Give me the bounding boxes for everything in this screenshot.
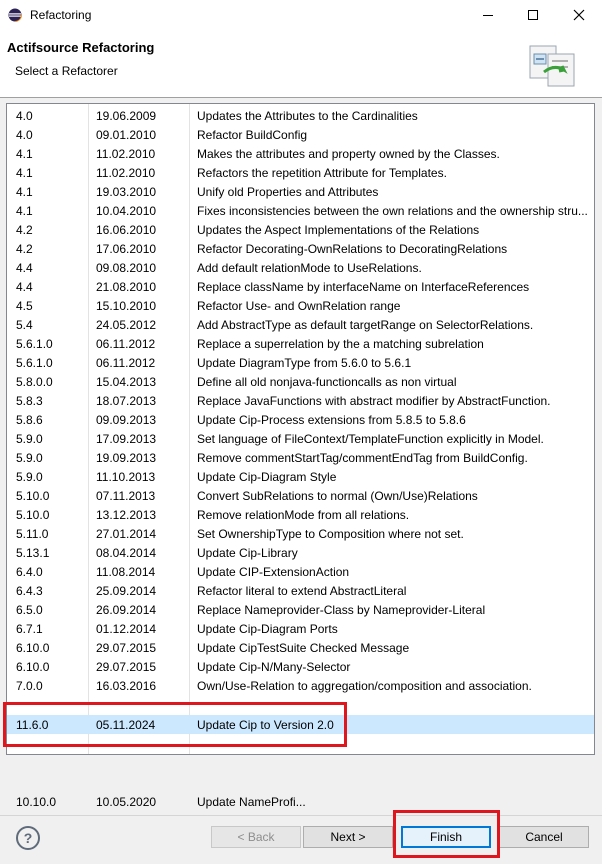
date-cell: 16.03.2016 <box>96 679 157 693</box>
version-cell: 5.8.6 <box>16 413 43 427</box>
table-row[interactable] <box>7 524 594 543</box>
version-cell: 5.9.0 <box>16 470 43 484</box>
date-cell: 21.08.2010 <box>96 280 157 294</box>
version-cell: 5.10.0 <box>16 508 50 522</box>
version-cell: 11.6.0 <box>16 718 49 732</box>
title-bar <box>0 0 602 30</box>
description-cell: Remove relationMode from all relations. <box>197 508 410 522</box>
description-cell: Updates the Aspect Implementations of the Relations <box>197 223 480 237</box>
eclipse-icon <box>8 8 22 22</box>
version-cell: 4.5 <box>16 299 33 313</box>
version-cell: 7.0.0 <box>16 679 43 693</box>
table-row[interactable] <box>7 277 594 296</box>
page-subtitle: Select a Refactorer <box>15 64 118 78</box>
table-row[interactable] <box>7 486 594 505</box>
table-row[interactable] <box>7 315 594 334</box>
version-cell: 4.4 <box>16 280 33 294</box>
version-cell: 5.10.0 <box>16 489 50 503</box>
table-row[interactable] <box>7 353 594 372</box>
version-cell: 10.10.0 <box>16 795 57 809</box>
table-row[interactable] <box>7 201 594 220</box>
version-cell: 6.4.3 <box>16 584 43 598</box>
maximize-icon <box>527 9 539 21</box>
table-row[interactable] <box>7 144 594 163</box>
description-cell: Refactor literal to extend AbstractLiteral <box>197 584 407 598</box>
table-row[interactable] <box>7 239 594 258</box>
description-cell: Update Cip to Version 2.0 <box>197 718 334 732</box>
date-cell: 29.07.2015 <box>96 641 157 655</box>
close-button[interactable] <box>556 0 602 30</box>
description-cell: Update Cip-N/Many-Selector <box>197 660 351 674</box>
date-cell: 19.09.2013 <box>96 451 157 465</box>
table-row[interactable] <box>7 106 594 125</box>
date-cell: 29.07.2015 <box>96 660 157 674</box>
date-cell: 17.06.2010 <box>96 242 157 256</box>
table-row[interactable] <box>7 676 594 695</box>
description-cell: Define all old nonjava-functioncalls as non virtual <box>197 375 457 389</box>
version-cell: 6.10.0 <box>16 641 50 655</box>
date-cell: 06.11.2012 <box>96 356 156 370</box>
version-cell: 5.8.3 <box>16 394 43 408</box>
date-cell: 09.09.2013 <box>96 413 157 427</box>
table-row[interactable] <box>7 220 594 239</box>
date-cell: 19.06.2009 <box>96 109 157 123</box>
description-cell: Refactor Decorating-OwnRelations to DecoratingRelations <box>197 242 508 256</box>
date-cell: 08.04.2014 <box>96 546 157 560</box>
description-cell: Set OwnershipType to Composition where not set. <box>197 527 464 541</box>
maximize-button[interactable] <box>510 0 556 30</box>
description-cell: Update CipTestSuite Checked Message <box>197 641 410 655</box>
table-row[interactable] <box>7 619 594 638</box>
table-row[interactable] <box>7 581 594 600</box>
date-cell: 19.03.2010 <box>96 185 157 199</box>
table-row-partial[interactable] <box>7 795 594 809</box>
date-cell: 10.04.2010 <box>96 204 157 218</box>
page-title: Actifsource Refactoring <box>7 40 155 55</box>
version-cell: 4.1 <box>16 166 33 180</box>
table-row-selected[interactable] <box>7 715 594 734</box>
table-row[interactable] <box>7 505 594 524</box>
version-cell: 5.6.1.0 <box>16 337 53 351</box>
table-row[interactable] <box>7 657 594 676</box>
table-row[interactable] <box>7 258 594 277</box>
description-cell: Refactor BuildConfig <box>197 128 308 142</box>
date-cell: 16.06.2010 <box>96 223 157 237</box>
description-cell: Refactor Use- and OwnRelation range <box>197 299 401 313</box>
date-cell: 15.10.2010 <box>96 299 157 313</box>
version-cell: 5.8.0.0 <box>16 375 53 389</box>
date-cell: 27.01.2014 <box>96 527 157 541</box>
version-cell: 5.4 <box>16 318 33 332</box>
version-cell: 4.1 <box>16 204 33 218</box>
version-cell: 4.0 <box>16 128 33 142</box>
description-cell: Add AbstractType as default targetRange on SelectorRelations. <box>197 318 534 332</box>
description-cell: Unify old Properties and Attributes <box>197 185 379 199</box>
description-cell: Update NameProfi... <box>197 795 306 809</box>
description-cell: Update DiagramType from 5.6.0 to 5.6.1 <box>197 356 412 370</box>
description-cell: Update Cip-Diagram Style <box>197 470 337 484</box>
table-row[interactable] <box>7 163 594 182</box>
table-row[interactable] <box>7 372 594 391</box>
minimize-button[interactable] <box>465 0 511 30</box>
version-cell: 6.10.0 <box>16 660 50 674</box>
version-cell: 6.7.1 <box>16 622 43 636</box>
date-cell: 10.05.2020 <box>96 795 157 809</box>
close-icon <box>573 9 585 21</box>
date-cell: 09.01.2010 <box>96 128 157 142</box>
table-row[interactable] <box>7 296 594 315</box>
description-cell: Replace className by interfaceName on InterfaceReferences <box>197 280 530 294</box>
date-cell: 11.10.2013 <box>96 470 156 484</box>
date-cell: 07.11.2013 <box>96 489 156 503</box>
minimize-icon <box>482 9 494 21</box>
date-cell: 17.09.2013 <box>96 432 157 446</box>
date-cell: 01.12.2014 <box>96 622 157 636</box>
table-row[interactable] <box>7 429 594 448</box>
date-cell: 24.05.2012 <box>96 318 157 332</box>
window-title: Refactoring <box>30 8 92 22</box>
date-cell: 11.02.2010 <box>96 166 156 180</box>
description-cell: Makes the attributes and property owned by the Classes. <box>197 147 500 161</box>
description-cell: Refactors the repetition Attribute for Templates. <box>197 166 447 180</box>
dialog-body <box>0 98 602 815</box>
version-cell: 6.5.0 <box>16 603 43 617</box>
help-icon[interactable]: ? <box>16 826 40 850</box>
date-cell: 11.08.2014 <box>96 565 156 579</box>
date-cell: 09.08.2010 <box>96 261 157 275</box>
version-cell: 5.6.1.0 <box>16 356 53 370</box>
description-cell: Update CIP-ExtensionAction <box>197 565 350 579</box>
date-cell: 18.07.2013 <box>96 394 157 408</box>
back-button[interactable]: < Back <box>211 826 301 848</box>
refactorer-table[interactable] <box>6 103 595 809</box>
version-cell: 4.2 <box>16 223 33 237</box>
refactoring-wizard-icon <box>524 44 586 88</box>
description-cell: Updates the Attributes to the Cardinalities <box>197 109 418 123</box>
version-cell: 6.4.0 <box>16 565 43 579</box>
description-cell: Add default relationMode to UseRelations. <box>197 261 422 275</box>
description-cell: Replace a superrelation by the a matching subrelation <box>197 337 484 351</box>
finish-button[interactable]: Finish <box>401 826 491 848</box>
description-cell: Fixes inconsistencies between the own relations and the ownership stru... <box>197 204 588 218</box>
next-button[interactable]: Next > <box>303 826 393 848</box>
date-cell: 13.12.2013 <box>96 508 157 522</box>
wizard-header <box>0 30 602 98</box>
table-row[interactable] <box>7 543 594 562</box>
version-cell: 5.9.0 <box>16 432 43 446</box>
description-cell: Replace Nameprovider-Class by Nameprovider-Literal <box>197 603 486 617</box>
version-cell: 5.11.0 <box>16 527 49 541</box>
table-row[interactable] <box>7 334 594 353</box>
button-bar <box>0 816 602 864</box>
table-row[interactable] <box>7 600 594 619</box>
table-row[interactable] <box>7 638 594 657</box>
table-row[interactable] <box>7 562 594 581</box>
date-cell: 15.04.2013 <box>96 375 157 389</box>
description-cell: Convert SubRelations to normal (Own/Use)Relations <box>197 489 478 503</box>
cancel-button[interactable]: Cancel <box>499 826 589 848</box>
table-row[interactable] <box>7 467 594 486</box>
table-row[interactable] <box>7 448 594 467</box>
description-cell: Own/Use-Relation to aggregation/composition and association. <box>197 679 532 693</box>
table-row[interactable] <box>7 125 594 144</box>
description-cell: Set language of FileContext/TemplateFunction explicitly in Model. <box>197 432 544 446</box>
version-cell: 4.1 <box>16 185 33 199</box>
version-cell: 4.4 <box>16 261 33 275</box>
version-cell: 4.0 <box>16 109 33 123</box>
version-cell: 4.1 <box>16 147 33 161</box>
table-row[interactable] <box>7 391 594 410</box>
version-cell: 4.2 <box>16 242 33 256</box>
date-cell: 11.02.2010 <box>96 147 156 161</box>
date-cell: 06.11.2012 <box>96 337 156 351</box>
description-cell: Remove commentStartTag/commentEndTag from BuildConfig. <box>197 451 528 465</box>
description-cell: Update Cip-Process extensions from 5.8.5 to 5.8.6 <box>197 413 466 427</box>
date-cell: 25.09.2014 <box>96 584 157 598</box>
table-row[interactable] <box>7 182 594 201</box>
description-cell: Update Cip-Library <box>197 546 298 560</box>
table-row[interactable] <box>7 410 594 429</box>
description-cell: Update Cip-Diagram Ports <box>197 622 338 636</box>
version-cell: 5.9.0 <box>16 451 43 465</box>
date-cell: 26.09.2014 <box>96 603 157 617</box>
description-cell: Replace JavaFunctions with abstract modifier by AbstractFunction. <box>197 394 551 408</box>
date-cell: 05.11.2024 <box>96 718 156 732</box>
version-cell: 5.13.1 <box>16 546 50 560</box>
